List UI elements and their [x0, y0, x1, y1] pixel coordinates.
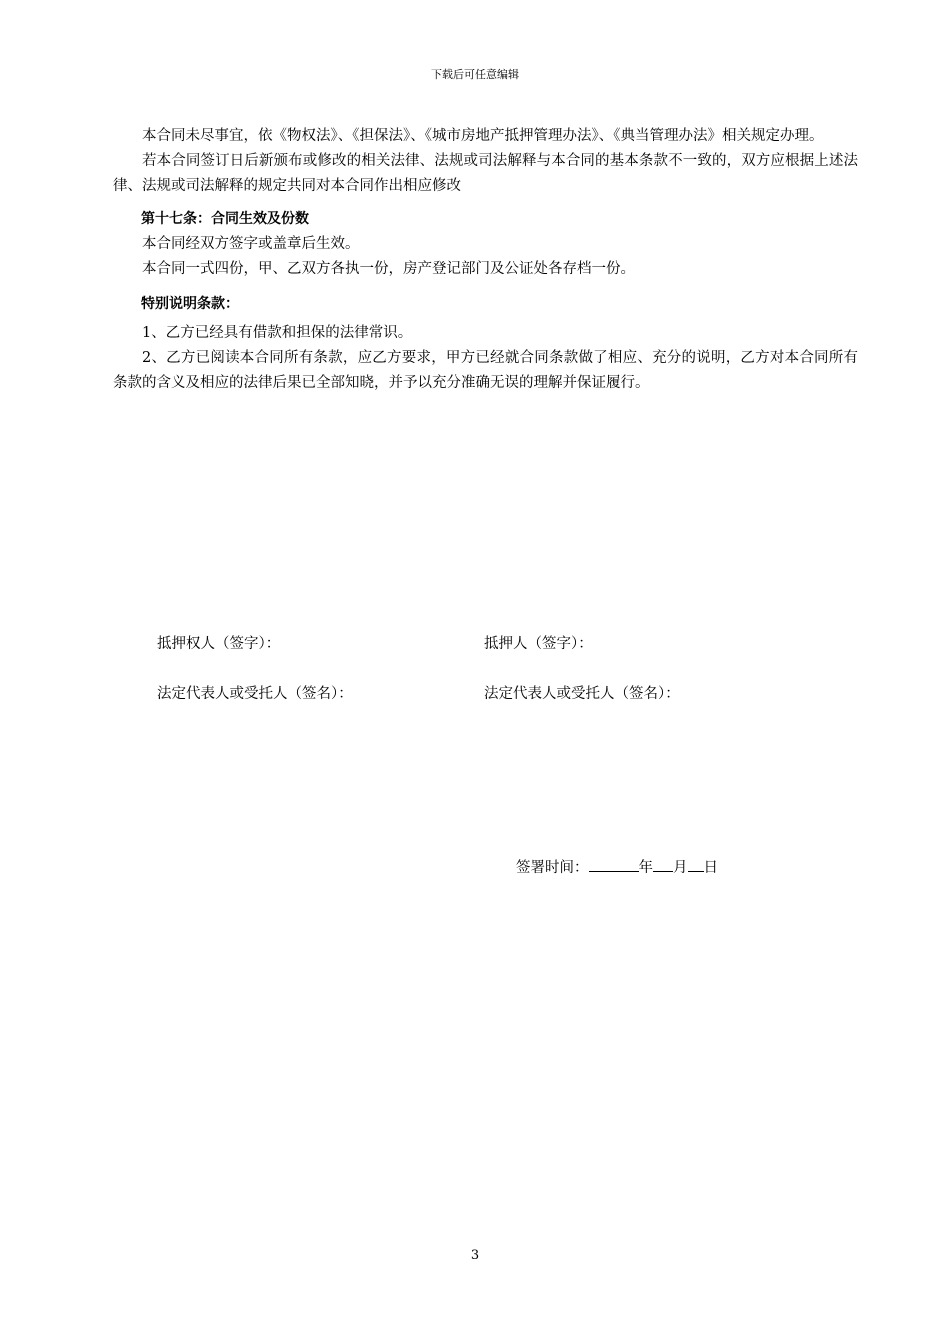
page-header: 下载后可任意编辑 — [431, 68, 519, 81]
article-17-title: 第十七条：合同生效及份数 — [141, 211, 309, 227]
paragraph-supplementary-law: 本合同未尽事宜，依《物权法》、《担保法》、《城市房地产抵押管理办法》、《典当管理办法》相关规定办理。 — [142, 128, 824, 144]
paragraph-law-changes: 若本合同签订日后新颁布或修改的相关法律、法规或司法解释与本合同的基本条款不一致的，双方应根据上述法律、法规或司法解释的规定共同对本合同作出相应修改 — [113, 153, 858, 194]
special-terms-item-1: 1、乙方已经具有借款和担保的法律常识。 — [142, 325, 413, 341]
day-blank — [688, 856, 704, 872]
mortgagor-signature-label: 抵押人（签字）： — [484, 636, 593, 652]
article-17-line-1: 本合同经双方签字或盖章后生效。 — [142, 236, 360, 252]
right-representative-label: 法定代表人或受托人（签名）： — [484, 686, 680, 702]
month-blank — [653, 856, 673, 872]
month-label: 月 — [673, 860, 688, 876]
year-label: 年 — [638, 860, 653, 876]
mortgagee-signature-label: 抵押权人（签字）： — [157, 636, 281, 652]
body-content — [113, 124, 858, 396]
left-representative-label: 法定代表人或受托人（签名）： — [157, 686, 353, 702]
signing-date-line — [516, 856, 718, 877]
day-label: 日 — [703, 860, 718, 876]
special-terms-item-2: 2、乙方已阅读本合同所有条款，应乙方要求，甲方已经就合同条款做了相应、充分的说明，乙方对本合同所有条款的含义及相应的法律后果已全部知晓，并予以充分准确无误的理解并保证履行。 — [113, 350, 858, 391]
page-number: 3 — [470, 1248, 480, 1263]
signing-date-label: 签署时间： — [516, 860, 589, 876]
year-blank — [589, 856, 639, 872]
special-terms-title: 特别说明条款： — [141, 296, 239, 312]
article-17-line-2: 本合同一式四份，甲、乙双方各执一份，房产登记部门及公证处各存档一份。 — [142, 261, 635, 277]
